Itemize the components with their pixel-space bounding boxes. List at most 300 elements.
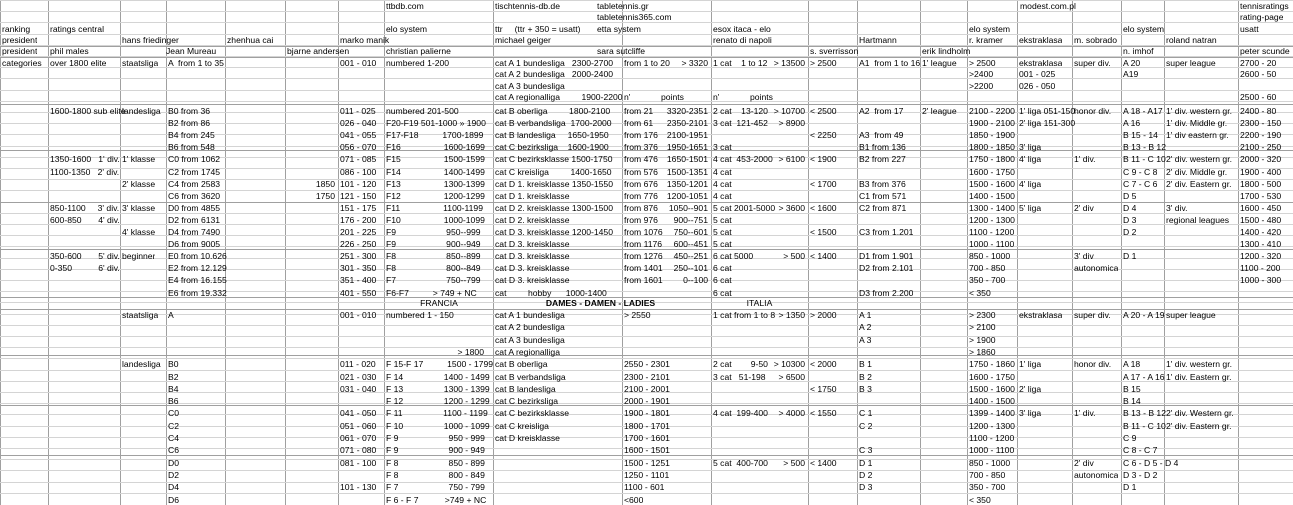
cell-g: 1600 - 1501 — [624, 445, 670, 456]
cell-i: 5 cat 2001-5000 — [713, 202, 776, 213]
cell-c: D4 — [168, 482, 179, 493]
grid-column-line — [808, 0, 809, 505]
cell-q: D 1 — [1123, 251, 1137, 262]
header-bjarne_andersen: bjarne andersen — [287, 46, 350, 56]
cell-r: 2' div. Middle gr. — [1166, 166, 1228, 177]
cell-g: from 21 — [624, 106, 654, 116]
cell-r: 2' div. western gr. — [1166, 154, 1232, 165]
cell-c: E4 from 16.155 — [168, 275, 227, 286]
cell-n: 2100 - 2200 — [969, 106, 1015, 116]
header-etta_system: etta system — [597, 24, 641, 34]
cell-q: A 18 — [1123, 359, 1141, 370]
grid-column-line — [166, 0, 167, 505]
cell-o: 1' liga 051-150 — [1019, 106, 1076, 116]
cell-s: 2300 - 150 — [1240, 118, 1282, 129]
cell-n: 850 - 1000 — [969, 457, 1011, 468]
cell-f: cat A 3 bundesliga — [495, 334, 565, 345]
cell-e: F16 1600-1699 — [386, 142, 485, 153]
cell-n: 1000 - 1100 — [969, 445, 1015, 456]
cell-f: cat D kreisklasse — [495, 433, 560, 443]
cell-f: cat B oberliga — [495, 359, 548, 370]
cell-f: cat C bezirksliga 1600-1900 — [495, 142, 609, 153]
header-phil_males: phil males — [50, 46, 89, 56]
cell-n: 700 - 850 — [969, 469, 1006, 480]
cell-i: 1 cat 1 to 12 — [713, 58, 768, 68]
header-erik_lindholm: erik lindholm — [922, 46, 971, 56]
cell-l: A 3 — [859, 334, 872, 345]
grid-column-line — [1017, 0, 1018, 505]
cell-e: F9 900--949 — [386, 239, 481, 250]
cell-g: from 876 — [624, 202, 658, 213]
cell-h: 3320-2351 — [666, 106, 708, 116]
cell-k: < 1700 — [810, 178, 837, 189]
cell-j: > 13500 — [773, 58, 805, 68]
cell-p: autonomica — [1074, 263, 1119, 274]
cell-h: 1350-1201 — [666, 178, 708, 189]
cell-g: from 576 — [624, 166, 658, 177]
cell-o: 3' liga — [1019, 142, 1042, 153]
grid-column-line — [48, 0, 49, 505]
cell-q: D 1 — [1123, 482, 1137, 493]
cell-i: 3 cat 51-198 — [713, 371, 766, 382]
cell-q: B 11 - C 10 — [1123, 154, 1166, 165]
header-sara_sutcliffe: sara sutcliffe — [597, 46, 646, 56]
cell-n: >2200 — [969, 81, 994, 91]
cell-e: F 10 1000 - 1099 — [386, 420, 490, 431]
cell-g: 2300 - 2101 — [624, 371, 670, 382]
cell-d: 101 - 130 — [340, 482, 377, 493]
cell-l: C2 from 871 — [859, 202, 907, 213]
cell-d: 081 - 100 — [340, 457, 377, 468]
grid-column-line — [120, 0, 121, 505]
cell-l: B2 from 227 — [859, 154, 906, 165]
cell-n: 1500 - 1600 — [969, 178, 1015, 189]
cell-q: B 15 — [1123, 383, 1141, 394]
cell-z: 1850 — [315, 178, 335, 189]
cell-r: 1' div. western gr. — [1166, 106, 1232, 116]
cell-h: 2100-1951 — [666, 130, 708, 141]
cell-f: cat B verbandsliga — [495, 371, 566, 382]
grid-column-line — [384, 0, 385, 505]
header-ttbdb: ttbdb.com — [386, 1, 424, 11]
cell-n: >2400 — [969, 69, 994, 79]
header-zhenhua_cai: zhenhua cai — [227, 35, 274, 45]
cell-e: numbered 201-500 — [386, 106, 459, 116]
grid-row-line — [0, 325, 1293, 326]
cell-a: over 1800 elite — [50, 58, 107, 68]
cell-s: 2200 - 190 — [1240, 130, 1282, 141]
cell-e: F 6 - F 7 >749 + NC — [386, 494, 487, 505]
cell-g: from 776 — [624, 190, 658, 201]
cell-n: 1400 - 1500 — [969, 190, 1015, 201]
cell-a: 1600-1800 sub elite — [50, 106, 126, 116]
grid-row-line — [0, 90, 1293, 91]
grid-section-line — [0, 104, 1293, 105]
cell-f: cat A 1 bundesliga — [495, 310, 565, 320]
cell-k: < 1750 — [810, 383, 837, 394]
cell-g: 1900 - 1801 — [624, 408, 670, 419]
header-r_kramer: r. kramer — [969, 35, 1003, 45]
cell-q: C 6 - D 5 - D 4 — [1123, 457, 1179, 468]
cell-q: B 11 - C 10 — [1123, 420, 1166, 431]
cell-c: D2 — [168, 469, 179, 480]
grid-column-line — [920, 0, 921, 505]
cell-i: 4 cat — [713, 178, 732, 189]
grid-column-line — [857, 0, 858, 505]
cell-p: honor div. — [1074, 359, 1112, 370]
cell-k: < 1400 — [810, 457, 837, 468]
cell-i: 6 cat — [713, 263, 732, 274]
cell-h: 2350-2101 — [666, 118, 708, 129]
cell-g: from 1601 — [624, 275, 663, 286]
cell-o: 026 - 050 — [1019, 81, 1056, 91]
cell-f: cat D 2. kreisklasse — [495, 214, 570, 225]
cell-l: C3 from 1.201 — [859, 227, 914, 237]
cell-a: 1100-1350 2' div. — [50, 166, 120, 177]
cell-c: D0 — [168, 457, 179, 468]
cell-i: 3 cat 121-452 — [713, 118, 768, 129]
cell-h: 600--451 — [673, 239, 708, 250]
cell-k: < 1500 — [810, 227, 837, 237]
cell-h: > 3320 — [681, 58, 708, 68]
header-ranking: ranking — [2, 24, 31, 34]
grid-column-line — [1238, 0, 1239, 505]
cell-f: cat D 1. kreisklasse 1350-1550 — [495, 178, 613, 189]
cell-g: 1100 - 601 — [624, 482, 665, 493]
cell-p: honor div. — [1074, 106, 1112, 116]
cell-l: B 2 — [859, 371, 872, 382]
cell-l: D2 from 2.101 — [859, 263, 914, 274]
header-rating_page: rating-page — [1240, 12, 1284, 22]
cell-r: 3' div. — [1166, 202, 1188, 213]
cell-c: A from 1 to 35 — [168, 58, 224, 68]
cell-c: D6 from 9005 — [168, 239, 221, 250]
cell-n: 1000 - 1100 — [969, 239, 1015, 250]
cell-e: numbered 1 - 150 — [386, 310, 454, 320]
cell-g2: points — [661, 92, 684, 102]
cell-i: 4 cat — [713, 166, 732, 177]
cell-n: 1400 - 1500 — [969, 396, 1015, 407]
cell-n: 1600 - 1750 — [969, 371, 1015, 382]
cell-q: C 7 - C 6 — [1123, 178, 1158, 189]
cell-l: A1 from 1 to 16 — [859, 58, 921, 68]
cell-c: C6 from 3620 — [168, 190, 221, 201]
cell-o: 2' liga — [1019, 383, 1042, 394]
cell-p: super div. — [1074, 310, 1111, 320]
cell-c: C4 — [168, 433, 179, 443]
cell-k: < 1600 — [810, 202, 837, 213]
cell-e: F 8 850 - 899 — [386, 457, 485, 468]
cell-n: 1600 - 1750 — [969, 166, 1015, 177]
grid-column-line — [1072, 0, 1073, 505]
cell-l: C 2 — [859, 420, 873, 431]
cell-f: cat C bezirksliga — [495, 396, 559, 407]
cell-l: D 3 — [859, 482, 873, 493]
cell-i: 6 cat 5000 — [713, 251, 754, 262]
cell-q: B 15 - 14 — [1123, 130, 1158, 141]
cell-d: 101 - 120 — [340, 178, 377, 189]
cell-c: D4 from 7490 — [168, 227, 221, 237]
cell-g: from 1176 — [624, 239, 663, 250]
cell-l: C1 from 571 — [859, 190, 907, 201]
cell-d: 061 - 070 — [340, 433, 377, 443]
cell-f: cat D 3. kreisklasse — [495, 275, 570, 286]
header-tischtennis_db: tischtennis-db.de — [495, 1, 560, 11]
cell-e: F14 1400-1499 — [386, 166, 485, 177]
header-usatt: usatt — [1240, 24, 1259, 34]
header-esox: esox itaca - elo — [713, 24, 771, 34]
cell-e: F20-F19 501-1000 » 1900 — [386, 118, 486, 129]
grid-column-line — [0, 0, 1, 505]
cell-q: C 9 - C 8 — [1123, 166, 1158, 177]
cell-s: 2600 - 50 — [1240, 69, 1277, 79]
cell-f: cat C kreisliga — [495, 420, 549, 431]
cell-d: 011 - 020 — [340, 359, 376, 370]
cell-g: from 1 to 20 — [624, 58, 670, 68]
cell-n: > 1860 — [969, 346, 996, 357]
cell-i: 3 cat — [713, 142, 732, 153]
cell-c: D0 from 4855 — [168, 202, 221, 213]
cell-b: staatsliga — [122, 58, 159, 68]
cell-g: <600 — [624, 494, 644, 505]
cell-g: from 476 — [624, 154, 658, 165]
cell-e: F7 750--799 — [386, 275, 481, 286]
cell-s: 1700 - 530 — [1240, 190, 1282, 201]
cell-p: 3' div — [1074, 251, 1094, 262]
header-ratings_central: ratings central — [50, 24, 104, 34]
divider-francia: FRANCIA — [420, 298, 458, 308]
cell-r: 2' div. Eastern gr. — [1166, 178, 1232, 189]
cell-r: 2' div. Eastern gr. — [1166, 420, 1232, 431]
cell-h: 1950-1651 — [666, 142, 708, 153]
cell-e: F 7 750 - 799 — [386, 482, 485, 493]
cell-j: > 8900 — [778, 118, 805, 129]
cell-a: 0-350 6' div. — [50, 263, 120, 274]
grid-column-line — [967, 0, 968, 505]
cell-h: 0--100 — [683, 275, 708, 286]
cell-q: D 3 — [1123, 214, 1137, 225]
cell-a: 850-1100 3' div. — [50, 202, 120, 213]
cell-a: 1350-1600 1' div. — [50, 154, 120, 165]
grid-column-line — [1121, 0, 1122, 505]
cell-d: 151 - 175 — [340, 202, 377, 213]
cell-q: A 20 - A 19 — [1123, 310, 1165, 320]
grid-column-line — [622, 0, 623, 505]
cell-h: 250--101 — [673, 263, 708, 274]
cell-r: super league — [1166, 310, 1216, 320]
cell-k: > 2500 — [810, 58, 837, 68]
cell-o: 5' liga — [1019, 202, 1042, 213]
cell-i: 6 cat — [713, 275, 732, 286]
cell-i: 6 cat — [713, 287, 732, 298]
cell-j: > 6100 — [778, 154, 805, 165]
cell-d: 071 - 085 — [340, 154, 377, 165]
grid-column-line — [493, 0, 494, 505]
cell-r: 2' div. Western gr. — [1166, 408, 1234, 419]
cell-f: cat D 1. kreisklasse — [495, 190, 570, 201]
grid-column-line — [711, 0, 712, 505]
cell-s: 1900 - 400 — [1240, 166, 1282, 177]
cell-n: 1500 - 1600 — [969, 383, 1015, 394]
cell-i: 4 cat — [713, 190, 732, 201]
cell-d: 301 - 350 — [340, 263, 377, 274]
cell-f: cat A 3 bundesliga — [495, 81, 565, 91]
cell-l: C 1 — [859, 408, 873, 419]
cell-n: 700 - 850 — [969, 263, 1006, 274]
cell-n: 1200 - 1300 — [969, 420, 1015, 431]
cell-i: 2 cat 13-120 — [713, 106, 768, 116]
cell-q: A19 — [1123, 69, 1139, 79]
header-michael_geiger: michael geiger — [495, 35, 551, 45]
cell-s: 1200 - 320 — [1240, 251, 1282, 262]
cell-c: B6 — [168, 396, 179, 407]
cell-e: F 15-F 17 1500 - 1799 — [386, 359, 494, 370]
cell-q: C 8 - C 7 — [1123, 445, 1158, 456]
cell-e: F8 800--849 — [386, 263, 481, 274]
cell-d: 226 - 250 — [340, 239, 377, 250]
header-hans_friedinger: hans friedinger — [122, 35, 179, 45]
cell-e: F8 850--899 — [386, 251, 481, 262]
cell-o: 1' liga — [1019, 359, 1042, 370]
cell-d: 031 - 040 — [340, 383, 377, 394]
cell-l: D 1 — [859, 457, 873, 468]
cell-n: 1900 - 2100 — [969, 118, 1015, 129]
cell-c: D2 from 6131 — [168, 214, 221, 225]
header-m_sobrado: m. sobrado — [1074, 35, 1117, 45]
cell-f: cat D 3. kreisklasse — [495, 239, 570, 250]
cell-n: 1850 - 1900 — [969, 130, 1015, 141]
cell-e: F11 1100-1199 — [386, 202, 483, 213]
cell-f: cat A regionalliga — [495, 346, 560, 357]
cell-l: B3 from 376 — [859, 178, 906, 189]
cell-r: 1' div. Eastern gr. — [1166, 371, 1232, 382]
cell-g: from 676 — [624, 178, 658, 189]
cell-n: 1300 - 1400 — [969, 202, 1015, 213]
divider-dames: DAMES - DAMEN - LADIES — [545, 298, 656, 308]
cell-d: 026 - 040 — [340, 118, 377, 129]
cell-i: 5 cat — [713, 227, 732, 237]
header-president2: president — [2, 46, 38, 56]
cell-q: D 2 — [1123, 227, 1137, 237]
cell-e: F 11 1100 - 1199 — [386, 408, 488, 419]
cell-o: 3' liga — [1019, 408, 1042, 419]
cell-n: > 1900 — [969, 334, 996, 345]
cell-j: > 4000 — [778, 408, 805, 419]
cell-i: n' — [713, 92, 720, 102]
header-ttr: ttr (ttr + 350 = usatt) — [495, 24, 581, 34]
header-president1: president — [2, 35, 38, 45]
cell-q: D 3 - D 2 — [1123, 469, 1158, 480]
cell-p: 1' div. — [1074, 154, 1096, 165]
cell-c: D6 — [168, 494, 179, 505]
cell-f: cat C bezirksklasse 1500-1750 — [495, 154, 613, 165]
cell-o: 4' liga — [1019, 154, 1042, 165]
header-ekstraklasa_hdr: ekstraklasa — [1019, 35, 1063, 45]
cell-q: A 20 — [1123, 58, 1141, 68]
cell-e: F 14 1400 - 1499 — [386, 371, 490, 382]
cell-e: F 13 1300 - 1399 — [386, 383, 490, 394]
cell-d: 041 - 055 — [340, 130, 377, 141]
cell-h: 1500-1351 — [666, 166, 708, 177]
cell-n: 1399 - 1400 — [969, 408, 1015, 419]
cell-g: 2100 - 2001 — [624, 383, 670, 394]
cell-l: D1 from 1.901 — [859, 251, 914, 262]
cell-i: 5 cat — [713, 239, 732, 250]
cell-d: 011 - 025 — [340, 106, 376, 116]
cell-f: cat B verbandsliga 1700-2000 — [495, 118, 612, 129]
cell-j: > 500 — [783, 251, 805, 262]
grid-row-line — [0, 347, 1293, 348]
cell-f: cat A 2 bundesliga 2000-2400 — [495, 69, 614, 79]
cell-c: B0 from 36 — [168, 106, 211, 116]
cell-p: 2' div — [1074, 202, 1094, 213]
cell-n: > 2100 — [969, 322, 996, 333]
cell-b: 2' klasse — [122, 178, 156, 189]
cell-e: F6-F7 > 749 + NC — [386, 287, 477, 298]
cell-s: 1500 - 480 — [1240, 214, 1282, 225]
cell-d: 086 - 100 — [340, 166, 377, 177]
cell-c: B4 from 245 — [168, 130, 215, 141]
cell-c: C2 — [168, 420, 179, 431]
cell-l: D3 from 2.200 — [859, 287, 914, 298]
cell-c: E0 from 10.626 — [168, 251, 227, 262]
grid-column-line — [338, 0, 339, 505]
cell-b: 4' klasse — [122, 227, 156, 237]
cell-l: D 2 — [859, 469, 873, 480]
cell-h: 750--601 — [673, 227, 708, 237]
cell-k: < 1550 — [810, 408, 837, 419]
cell-j: > 6500 — [778, 371, 805, 382]
grid-section-line — [0, 355, 1293, 356]
cell-s: 2000 - 320 — [1240, 154, 1282, 165]
cell-d: 021 - 030 — [340, 371, 377, 382]
cell-g: 2550 - 2301 — [624, 359, 670, 370]
header-jean_mureau: Jean Mureau — [166, 46, 217, 56]
cell-j: > 500 — [783, 457, 805, 468]
cell-q: A 17 - A 16 — [1123, 371, 1165, 382]
cell-h: 1200-1051 — [666, 190, 708, 201]
cell-f: cat A regionalliga 1900-2200 — [495, 92, 623, 102]
cell-f: cat C bezirksklasse — [495, 408, 570, 419]
cell-s: 1400 - 420 — [1240, 227, 1282, 237]
cell-c: B0 — [168, 359, 179, 370]
cell-q: B 13 - B 12 — [1123, 408, 1166, 419]
cell-l: B 3 — [859, 383, 872, 394]
cell-m: 1' league — [922, 58, 957, 68]
cell-g: from 1076 — [624, 227, 663, 237]
cell-c: C4 from 2583 — [168, 178, 221, 189]
cell-b: 3' klasse — [122, 202, 156, 213]
cell-e: F 9 900 - 949 — [386, 445, 485, 456]
cell-q: B 14 — [1123, 396, 1141, 407]
cell-o: 4' liga — [1019, 178, 1042, 189]
cell-c: C0 from 1062 — [168, 154, 221, 165]
cell-c: C2 from 1745 — [168, 166, 221, 177]
cell-l: B1 from 136 — [859, 142, 906, 153]
cell-f: cat B landesliga 1650-1950 — [495, 130, 609, 141]
cell-q: B 13 - B 12 — [1123, 142, 1166, 153]
cell-l: A 2 — [859, 322, 872, 333]
cell-n: < 350 — [969, 494, 991, 505]
cell-d: 351 - 400 — [340, 275, 377, 286]
grid-row-line — [0, 101, 1293, 102]
header-tabletennis365: tabletennis365.com — [597, 12, 672, 22]
cell-d: 056 - 070 — [340, 142, 377, 153]
cell-d: 071 - 080 — [340, 445, 377, 456]
cell-j: > 10700 — [773, 106, 805, 116]
cell-b: beginner — [122, 251, 156, 262]
cell-g: from 176 — [624, 130, 658, 141]
